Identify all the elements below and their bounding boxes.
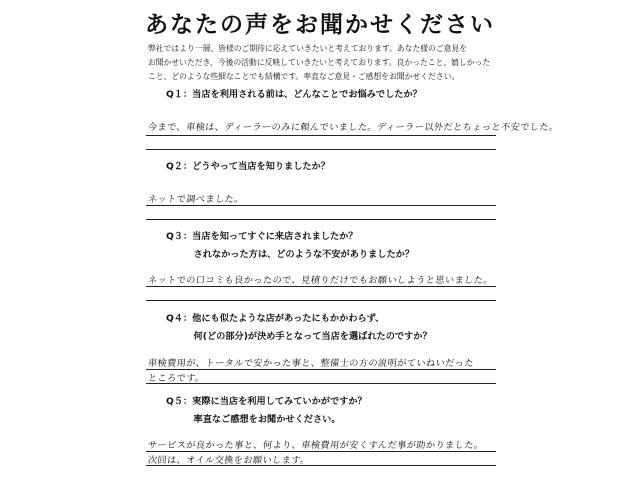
answer-2-line-1: ネットで調べました。	[147, 194, 245, 205]
intro-text: 弊社ではより一層、皆様のご期待に応えていきたいと考えております。あなた様のご意見を お聞かせいただき、今後の活動に反映していきたいと考えております。良かったこと、嬉しかった こと、どのような些細なことでも結構です。率直なご意見・ご感想をお聞かせください。	[148, 44, 491, 82]
question-2: Q２：どうやって当店を知りましたか？	[166, 161, 330, 172]
answer-line	[146, 205, 496, 206]
answer-1-line-1: 今まで、車検は、ディーラーのみに頼んでいました。ディーラー以外だとちょっと不安でした。	[147, 122, 560, 133]
answer-3-line-1: ネットでの口コミも良かったので、見積りだけでもお願いしようと思いました。	[147, 275, 494, 286]
question-5: Q５：実際に当店を利用してみていかがですか？ 率直なご感想をお聞かせください。	[166, 396, 367, 425]
answer-4-line-2: ところです。	[147, 373, 206, 384]
answer-line	[146, 465, 496, 466]
answer-line	[146, 286, 496, 287]
question-4: Q４：他にも似たような店があったにもかかわらず、 何(どの部分)が決め手となって当店を選ばれたのですか？	[166, 313, 432, 342]
answer-line	[146, 149, 496, 150]
answer-4-line-1: 車検費用が、トータルで安かった事と、整備士の方の説明がていねいだった	[147, 358, 475, 369]
page-title: あなたの声をお聞かせください	[145, 12, 495, 38]
question-1: Q１：当店を利用される前は、どんなことでお悩みでしたか？	[166, 89, 422, 100]
answer-line	[146, 383, 496, 384]
question-3: Q３：当店を知ってすぐに来店されましたか？ されなかった方は、どのような不安がありましたか？	[166, 231, 415, 260]
answer-5-line-2: 次回は、オイル交換をお願いします。	[147, 455, 311, 466]
answer-line	[146, 300, 496, 301]
answer-line	[146, 135, 496, 136]
answer-line	[146, 219, 496, 220]
answer-5-line-1: サービスが良かった事と、何より、車検費用が安くすんだ事が助かりました。	[147, 440, 484, 451]
